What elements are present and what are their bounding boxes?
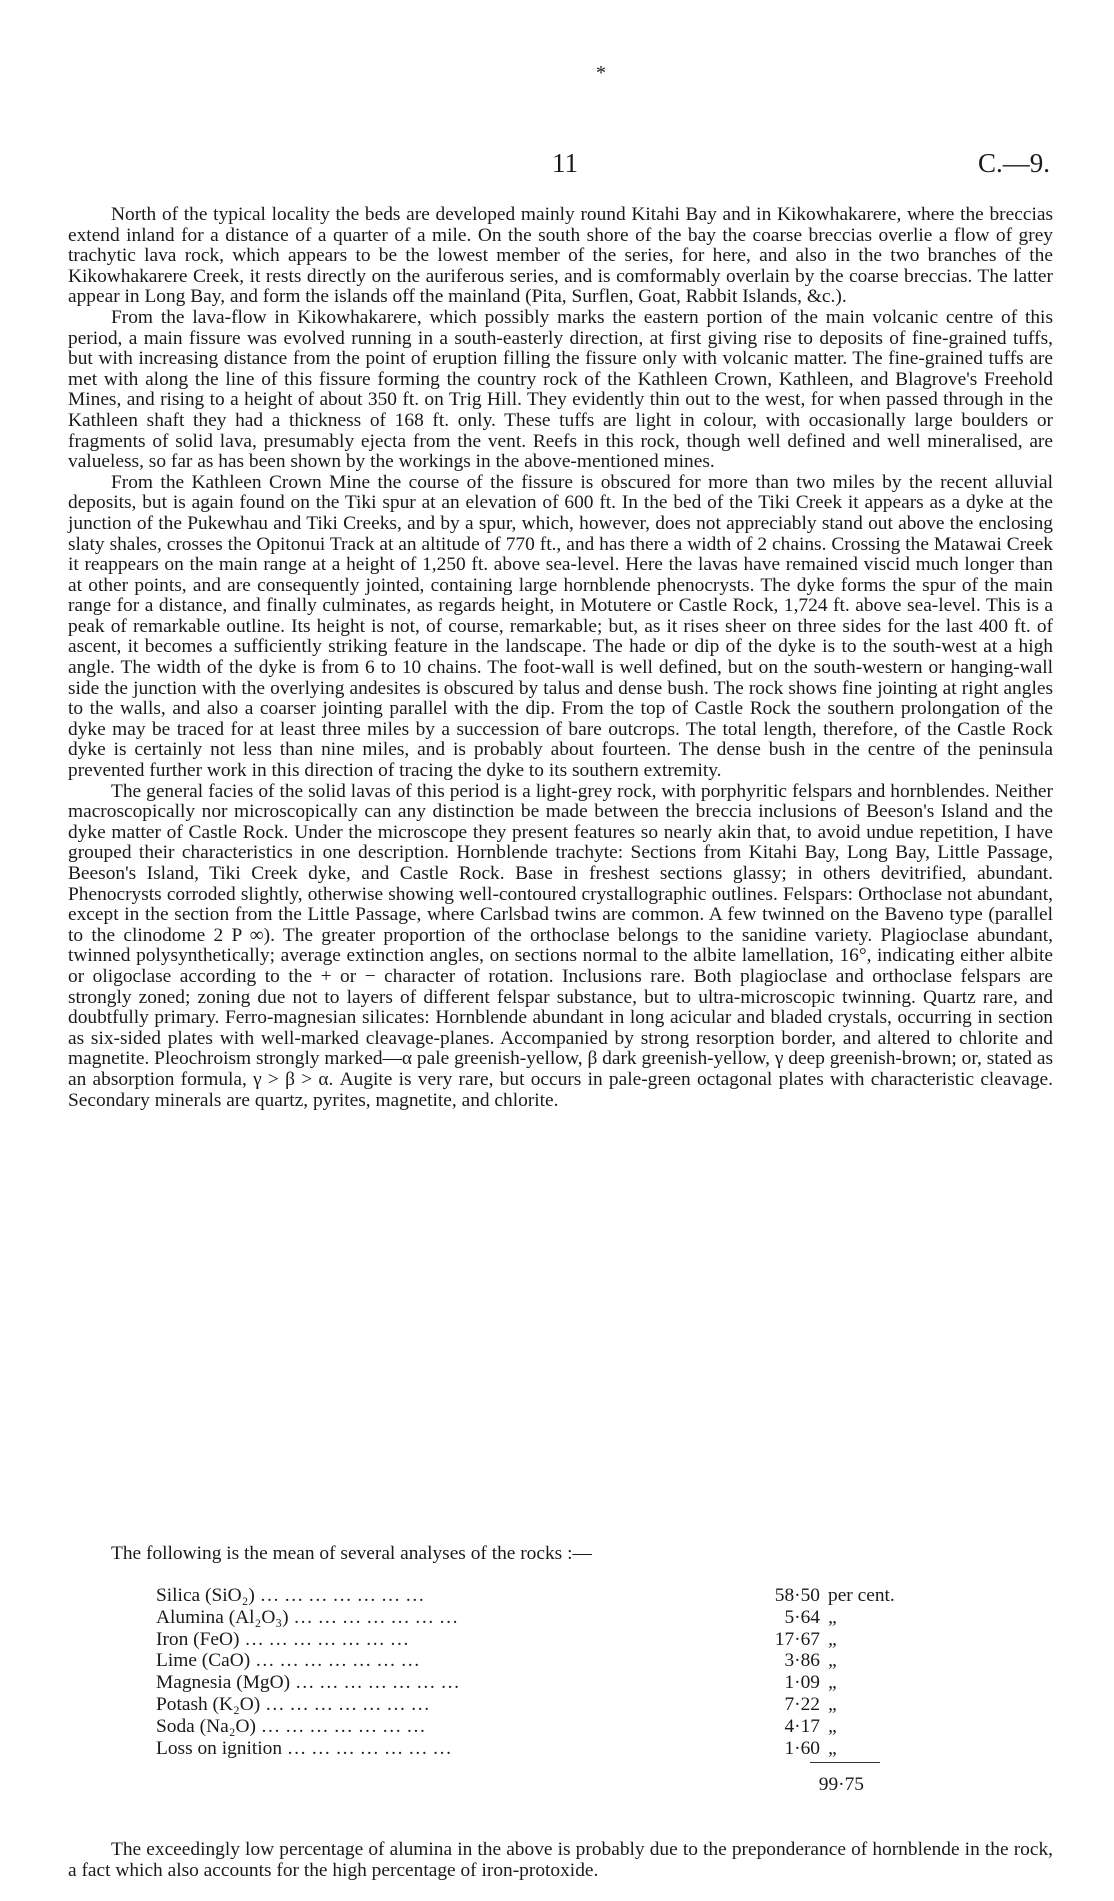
section-reference: C.—9.: [977, 148, 1050, 178]
analysis-row: [156, 1650, 966, 1672]
analysis-row: [156, 1585, 966, 1607]
ditto-mark: „: [828, 1737, 839, 1759]
page-mark: *: [596, 62, 606, 84]
constituent-value: 3·86: [784, 1650, 820, 1672]
paragraph-alumina: The exceedingly low percentage of alumina in the above is probably due to the preponderance of hornblende in the rock, a fact which also accounts for the high percentage of iron-protoxide.: [68, 1839, 1053, 1881]
analysis-row: [156, 1738, 966, 1760]
analysis-row: [156, 1672, 966, 1694]
total-rule: [810, 1762, 880, 1763]
paragraph-petrography: The general facies of the solid lavas of this period is a light-grey rock, with porphyritic felspars and hornblendes. Neither macroscopically nor microscopically can any distinction be made between the breccia inclusions of Beeson's Island and the dyke matter of Castle Rock. Under the microscope they present features so nearly akin that, to avoid undue repetition, I have grouped their characteristics in one description. Hornblende trachyte: Sections from Kitahi Bay, Long Bay, Little Passage, Beeson's Island, Tiki Creek dyke, and Castle Rock. Base in freshest sections glassy; in others devitrified, abundant. Phenocrysts corroded slightly, otherwise showing well-contoured crystallographic outlines. Felspars: Orthoclase not abundant, except in the section from the Little Passage, where Carlsbad twins are common. A few twinned on the Baveno type (parallel to the clinodome 2 P ∞). The greater proportion of the orthoclase belongs to the sanidine variety. Plagioclase abundant, twinned polysynthetically; average extinction angles, on sections normal to the albite lamellation, 16°, indicating either albite or oligoclase according to the + or − character of rotation. Inclusions rare. Both plagioclase and orthoclase felspars are strongly zoned; zoning due not to layers of different felspar substance, but to ultra-microscopic twinning. Quartz rare, and doubtfully primary. Ferro-magnesian silicates: Hornblende abundant in long acicular and bladed crystals, occurring in section as six-sided plates with well-marked cleavage-planes. Accompanied by strong resorption border, and altered to chlorite and magnetite. Pleochroism strongly marked—α pale greenish-yellow, β dark greenish-yellow, γ deep greenish-brown; or, stated as an absorption formula, γ > β > α. Augite is very rare, but occurs in pale-green octagonal plates with characteristic cleavage. Secondary minerals are quartz, pyrites, magnetite, and chlorite.: [68, 780, 1053, 1111]
analysis-intro: The following is the mean of several analyses of the rocks :—: [111, 1543, 592, 1564]
constituent-name: Alumina (Al₂O₃) … … … … … … …: [156, 1606, 459, 1628]
analysis-row: [156, 1607, 966, 1629]
ditto-mark: „: [828, 1672, 839, 1694]
ditto-mark: „: [828, 1650, 839, 1672]
constituent-value: 1·09: [784, 1672, 820, 1694]
analysis-table: [156, 1585, 966, 1759]
analysis-row: [156, 1694, 966, 1716]
page-header: [110, 148, 1050, 182]
ditto-mark: „: [828, 1693, 839, 1715]
constituent-name: Lime (CaO) … … … … … … …: [156, 1650, 420, 1672]
constituent-value: 5·64: [784, 1606, 820, 1628]
analysis-total: 99·75: [818, 1774, 864, 1795]
ditto-mark: „: [828, 1715, 839, 1737]
closing-text: [68, 1840, 1053, 1881]
constituent-name: Soda (Na₂O) … … … … … … …: [156, 1715, 426, 1737]
constituent-value: 7·22: [784, 1693, 820, 1715]
constituent-unit: per cent.: [828, 1585, 895, 1606]
analysis-row: [156, 1716, 966, 1738]
body-text: [68, 205, 1053, 1111]
constituent-name: Magnesia (MgO) … … … … … … …: [156, 1672, 460, 1694]
ditto-mark: „: [828, 1628, 839, 1650]
page-number: 11: [552, 148, 578, 178]
analysis-row: [156, 1629, 966, 1651]
paragraph-lava-flow: From the lava-flow in Kikowhakarere, which possibly marks the eastern portion of the main volcanic centre of this period, a main fissure was evolved running in a south-easterly direction, at first giving rise to deposits of fine-grained tuffs, but with increasing distance from the point of eruption filling the fissure only with volcanic matter. The fine-grained tuffs are met with along the line of this fissure forming the country rock of the Kathleen Crown, Kathleen, and Blagrove's Freehold Mines, and rising to a height of about 350 ft. on Trig Hill. They evidently thin out to the west, for when passed through in the Kathleen shaft they had a thickness of 168 ft. only. These tuffs are light in colour, with occasionally large boulders or fragments of solid lava, presumably ejecta from the vent. Reefs in this rock, though well defined and well mineralised, are valueless, so far as has been shown by the workings in the above-mentioned mines.: [68, 306, 1053, 473]
constituent-name: Iron (FeO) … … … … … … …: [156, 1628, 410, 1650]
constituent-value: 1·60: [784, 1737, 820, 1759]
constituent-value: 58·50: [774, 1585, 820, 1606]
paragraph-castle-rock-dyke: From the Kathleen Crown Mine the course of the fissure is obscured for more than two miles by the recent alluvial deposits, but is again found on the Tiki spur at an elevation of 600 ft. In the bed of the Tiki Creek it appears as a dyke at the junction of the Pukewhau and Tiki Creeks, and by a spur, which, however, does not appreciably stand out above the enclosing slaty shales, crosses the Opitonui Track at an altitude of 770 ft., and has there a width of 2 chains. Crossing the Matawai Creek it reappears on the main range at a height of 1,250 ft. above sea-level. Here the lavas have remained viscid much longer than at other points, and are consequently jointed, containing large hornblende phenocrysts. The dyke forms the spur of the main range for a distance, and finally culminates, as regards height, in Motutere or Castle Rock, 1,724 ft. above sea-level. This is a peak of remarkable outline. Its height is not, of course, remarkable; but, as it rises sheer on three sides for the last 400 ft. of ascent, it becomes a sufficiently striking feature in the landscape. The hade or dip of the dyke is to the south-west at a high angle. The width of the dyke is from 6 to 10 chains. The foot-wall is well defined, but on the south-western or hanging-wall side the junction with the overlying andesites is obscured by talus and dense bush. The rock shows fine jointing at right angles to the walls, and also a coarser jointing parallel with the dip. From the top of Castle Rock the southern prolongation of the dyke may be traced for at least three miles by a succession of bare outcrops. The total length, therefore, of the Castle Rock dyke is certainly not less than nine miles, and is probably about fourteen. The dense bush in the centre of the peninsula prevented further work in this direction of tracing the dyke to its southern extremity.: [68, 471, 1053, 782]
constituent-name: Silica (SiO₂) … … … … … … …: [156, 1585, 425, 1606]
ditto-mark: „: [828, 1606, 839, 1628]
paragraph-kitahi-bay: North of the typical locality the beds are developed mainly round Kitahi Bay and in Kikowhakarere, where the breccias extend inland for a distance of a quarter of a mile. On the south shore of the bay the coarse breccias overlie a flow of grey trachytic lava rock, which appears to be the lowest member of the series, for here, and also in the two branches of the Kikowhakarere Creek, it rests directly on the auriferous series, and is comformably overlain by the coarse breccias. The latter appear in Long Bay, and form the islands off the mainland (Pita, Surflen, Goat, Rabbit Islands, &c.).: [68, 204, 1053, 308]
constituent-name: Potash (K₂O) … … … … … … …: [156, 1693, 430, 1715]
constituent-name: Loss on ignition … … … … … … …: [156, 1737, 452, 1759]
constituent-value: 17·67: [774, 1628, 820, 1650]
constituent-value: 4·17: [784, 1715, 820, 1737]
